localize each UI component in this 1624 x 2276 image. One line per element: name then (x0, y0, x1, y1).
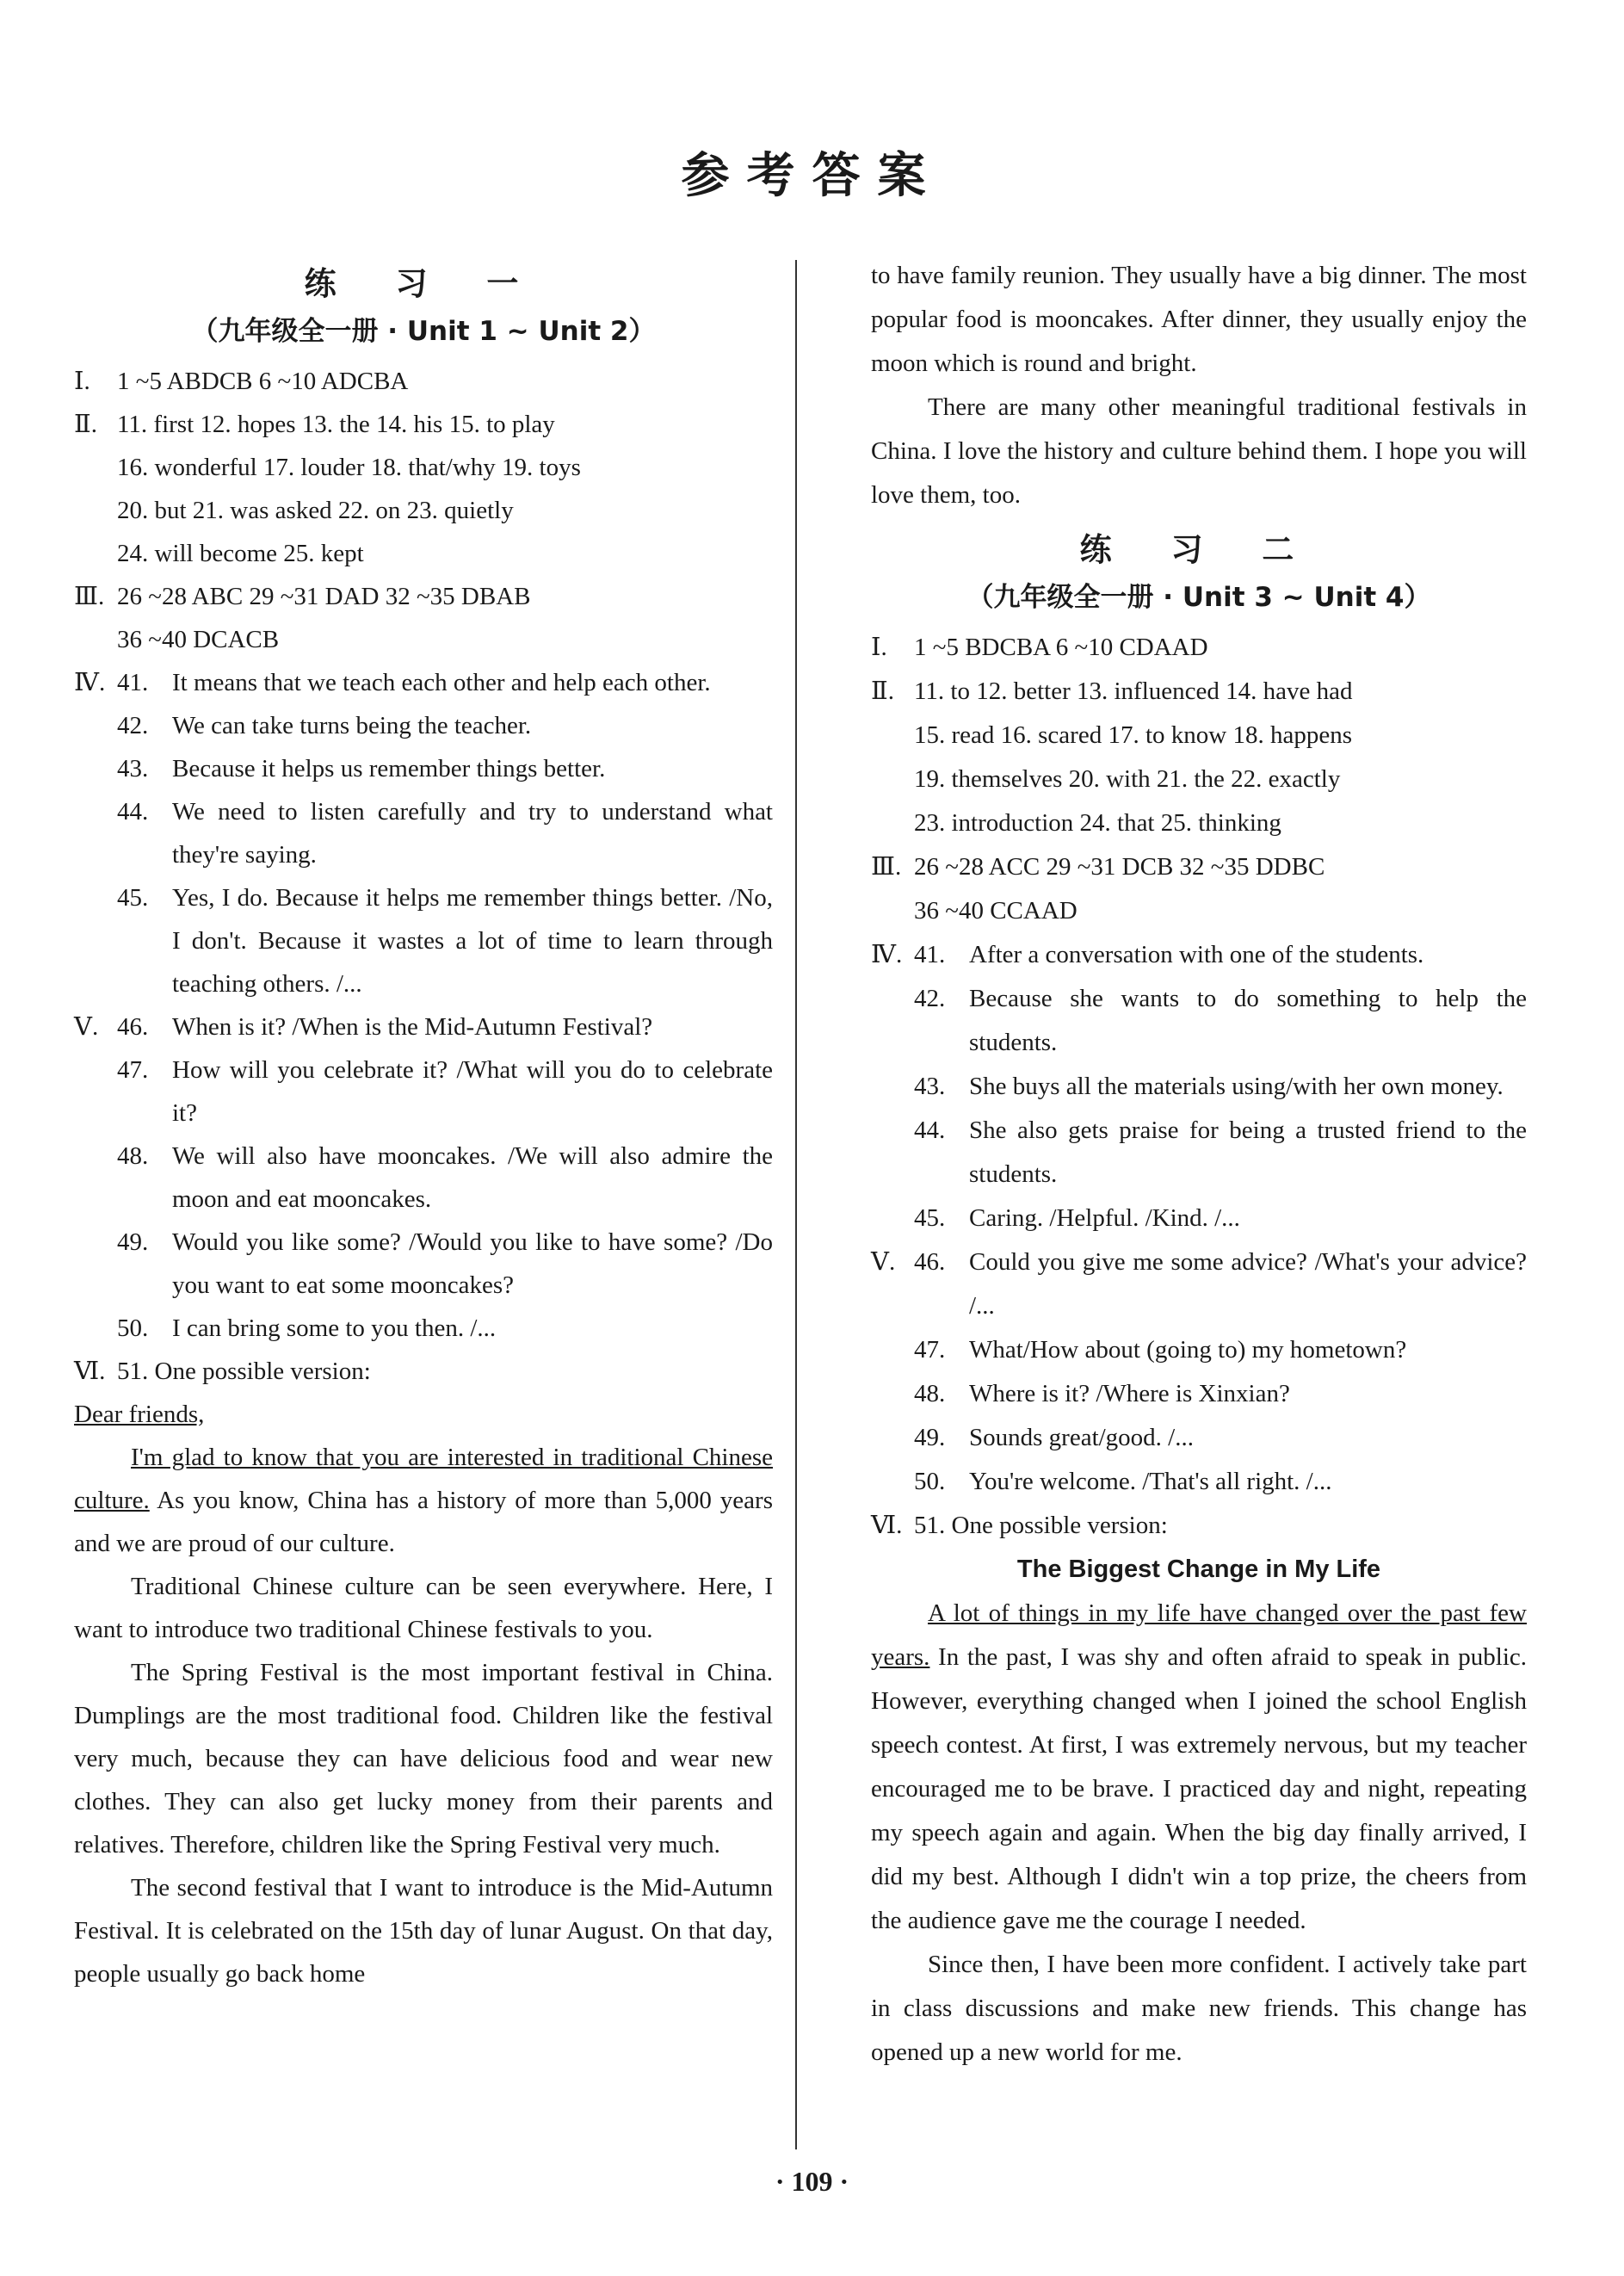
essay-paragraph (871, 1592, 1527, 1943)
page-title: 参考答案 (681, 148, 943, 204)
question-number: 49. (117, 1228, 149, 1256)
answer-text: Because she wants to do something to help the students. (969, 985, 1527, 1056)
sentence: In the past, I was shy and often afraid to speak in public. However, everything changed when I joined the school English speech contest. At first, I was extremely nervous, but my teacher encouraged me to be brave. I practiced day and night, repeating my speech again and again. When the big day finally arrived, I did my best. Although I didn't win a top prize, the cheers from the audience gave me the courage I needed. (871, 1643, 1527, 1934)
answer-line: 1 ~5 ABDCB 6 ~10 ADCBA (117, 368, 409, 395)
list-item (914, 1372, 1527, 1416)
roman-numeral: Ⅴ. (74, 1013, 99, 1041)
essay-paragraph (74, 1436, 773, 1565)
answer-text: We need to listen carefully and try to understand what they're saying. (172, 798, 773, 869)
roman-numeral: Ⅲ. (871, 853, 902, 881)
left-column (74, 251, 773, 1995)
question-number: 44. (117, 798, 149, 826)
answer-text: How will you celebrate it? /What will you do to celebrate it? (172, 1056, 773, 1127)
list-item (914, 1240, 1527, 1328)
answer-line: 23. introduction 24. that 25. thinking (914, 809, 1281, 837)
list-item (117, 704, 773, 747)
list-item (117, 1221, 773, 1307)
answer-group-4 (74, 661, 773, 1005)
essay-greeting: Dear friends, (74, 1401, 205, 1428)
question-number: 42. (914, 985, 946, 1012)
list-item (117, 876, 773, 1005)
answer-group-6 (871, 1504, 1527, 1548)
answer-text: When is it? /When is the Mid-Autumn Festival? (172, 1013, 653, 1041)
section-heading: 练 习 一 (304, 265, 543, 302)
roman-numeral: Ⅱ. (74, 411, 97, 438)
essay-paragraph: to have family reunion. They usually have a big dinner. The most popular food is mooncakes. After dinner, they usually enjoy the moon which is round and bright. (871, 262, 1527, 377)
answer-line: 1 ~5 BDCBA 6 ~10 CDAAD (914, 634, 1208, 661)
answer-text: She also gets praise for being a trusted friend to the students. (969, 1116, 1527, 1188)
list-item (914, 1460, 1527, 1504)
writing-heading: 51. One possible version: (117, 1358, 371, 1385)
essay-paragraph: There are many other meaningful traditional festivals in China. I love the history and culture behind them. I hope you will love them, too. (871, 393, 1527, 509)
question-number: 45. (914, 1204, 946, 1232)
list-item (117, 1307, 773, 1350)
answer-line: 20. but 21. was asked 22. on 23. quietly (117, 497, 514, 524)
underlined-sentence: I'm glad to know that you are interested in traditional Chinese culture. (74, 1444, 773, 1514)
answer-line: 36 ~40 DCACB (117, 626, 280, 653)
list-item (914, 1328, 1527, 1372)
question-number: 47. (914, 1336, 946, 1364)
sentence: As you know, China has a history of more than 5,000 years and we are proud of our culture. (74, 1487, 773, 1557)
section-subtitle: （九年级全一册 · Unit 1 ~ Unit 2） (191, 316, 656, 347)
answer-line: 24. will become 25. kept (117, 540, 364, 567)
answer-text: Where is it? /Where is Xinxian? (969, 1380, 1290, 1407)
essay-paragraph: Traditional Chinese culture can be seen everywhere. Here, I want to introduce two traditional Chinese festivals to you. (74, 1573, 773, 1643)
question-number: 46. (117, 1013, 149, 1041)
answer-text: Could you give me some advice? /What's your advice? /... (969, 1248, 1527, 1320)
list-item (117, 661, 773, 704)
question-number: 41. (914, 941, 946, 968)
answer-line: 19. themselves 20. with 21. the 22. exactly (914, 765, 1341, 793)
essay-paragraph: Since then, I have been more confident. I actively take part in class discussions and make new friends. This change has opened up a new world for me. (871, 1951, 1527, 2066)
question-number: 49. (914, 1424, 946, 1451)
underlined-sentence: A lot of things in my life have changed over the past few years. (871, 1599, 1527, 1671)
answer-group-5 (74, 1005, 773, 1350)
answer-line: 26 ~28 ABC 29 ~31 DAD 32 ~35 DBAB (117, 583, 531, 610)
page-number: · 109 · (775, 2166, 849, 2197)
roman-numeral: Ⅲ. (74, 583, 105, 610)
question-number: 43. (117, 755, 149, 782)
question-number: 50. (117, 1314, 149, 1342)
roman-numeral: Ⅱ. (871, 677, 894, 705)
answer-group-3 (74, 575, 773, 661)
writing-heading: 51. One possible version: (914, 1512, 1168, 1539)
list-item (914, 1065, 1527, 1109)
answer-text: Would you like some? /Would you like to have some? /Do you want to eat some mooncakes? (172, 1228, 773, 1299)
answer-group-1 (871, 626, 1527, 670)
list-item (117, 1048, 773, 1135)
answer-group-6 (74, 1350, 773, 1393)
list-item (914, 977, 1527, 1065)
sample-essay (871, 1548, 1527, 2075)
answer-text: After a conversation with one of the students. (969, 941, 1424, 968)
answer-group-3 (871, 845, 1527, 933)
roman-numeral: Ⅳ. (74, 669, 106, 696)
answer-text: We will also have mooncakes. /We will also admire the moon and eat mooncakes. (172, 1142, 773, 1213)
list-item (914, 933, 1527, 977)
roman-numeral: Ⅰ. (871, 634, 887, 661)
question-number: 45. (117, 884, 149, 912)
answer-text: It means that we teach each other and help each other. (172, 669, 711, 696)
answer-line: 11. first 12. hopes 13. the 14. his 15. to play (117, 411, 555, 438)
list-item (117, 1135, 773, 1221)
right-column (871, 254, 1527, 2075)
answer-group-2 (74, 403, 773, 575)
answer-text: I can bring some to you then. /... (172, 1314, 497, 1342)
roman-numeral: Ⅵ. (74, 1358, 106, 1385)
question-number: 48. (117, 1142, 149, 1170)
essay-paragraph: The Spring Festival is the most important festival in China. Dumplings are the most traditional food. Children like the festival very much, because they can have delicious food and wear new clothes. They can also get lucky money from their parents and relatives. Therefore, children like the Spring Festival very much. (74, 1659, 773, 1859)
list-item (117, 747, 773, 790)
question-number: 43. (914, 1073, 946, 1100)
question-number: 42. (117, 712, 149, 739)
answer-group-1 (74, 360, 773, 403)
answer-line: 15. read 16. scared 17. to know 18. happens (914, 721, 1352, 749)
question-number: 47. (117, 1056, 149, 1084)
answer-text: You're welcome. /That's all right. /... (969, 1468, 1332, 1495)
sample-essay (74, 1393, 773, 1995)
answer-line: 26 ~28 ACC 29 ~31 DCB 32 ~35 DDBC (914, 853, 1325, 881)
answer-group-2 (871, 670, 1527, 845)
list-item (914, 1197, 1527, 1240)
essay-paragraph: The second festival that I want to introduce is the Mid-Autumn Festival. It is celebrated on the 15th day of lunar August. On that day, people usually go back home (74, 1874, 773, 1988)
answer-text: Because it helps us remember things better. (172, 755, 606, 782)
roman-numeral: Ⅳ. (871, 941, 903, 968)
question-number: 44. (914, 1116, 946, 1144)
list-item (117, 790, 773, 876)
section-heading: 练 习 二 (1079, 531, 1318, 568)
roman-numeral: Ⅵ. (871, 1512, 903, 1539)
answer-group-5 (871, 1240, 1527, 1504)
list-item (117, 1005, 773, 1048)
answer-text: She buys all the materials using/with her own money. (969, 1073, 1504, 1100)
list-item (914, 1416, 1527, 1460)
answer-text: Caring. /Helpful. /Kind. /... (969, 1204, 1240, 1232)
list-item (914, 1109, 1527, 1197)
answer-group-4 (871, 933, 1527, 1240)
answer-line: 11. to 12. better 13. influenced 14. have had (914, 677, 1353, 705)
column-divider (795, 260, 797, 2149)
answer-text: What/How about (going to) my hometown? (969, 1336, 1407, 1364)
question-number: 48. (914, 1380, 946, 1407)
roman-numeral: Ⅰ. (74, 368, 90, 395)
answer-text: Sounds great/good. /... (969, 1424, 1194, 1451)
sample-essay-continued (871, 254, 1527, 517)
roman-numeral: Ⅴ. (871, 1248, 896, 1276)
answer-line: 16. wonderful 17. louder 18. that/why 19. toys (117, 454, 581, 481)
answer-text: Yes, I do. Because it helps me remember things better. /No, I don't. Because it wastes a lot of time to learn through teaching others. /... (172, 884, 773, 998)
question-number: 46. (914, 1248, 946, 1276)
question-number: 41. (117, 669, 149, 696)
answer-line: 36 ~40 CCAAD (914, 897, 1078, 925)
answer-text: We can take turns being the teacher. (172, 712, 532, 739)
question-number: 50. (914, 1468, 946, 1495)
essay-title: The Biggest Change in My Life (1016, 1555, 1381, 1583)
section-subtitle: （九年级全一册 · Unit 3 ~ Unit 4） (966, 582, 1431, 613)
